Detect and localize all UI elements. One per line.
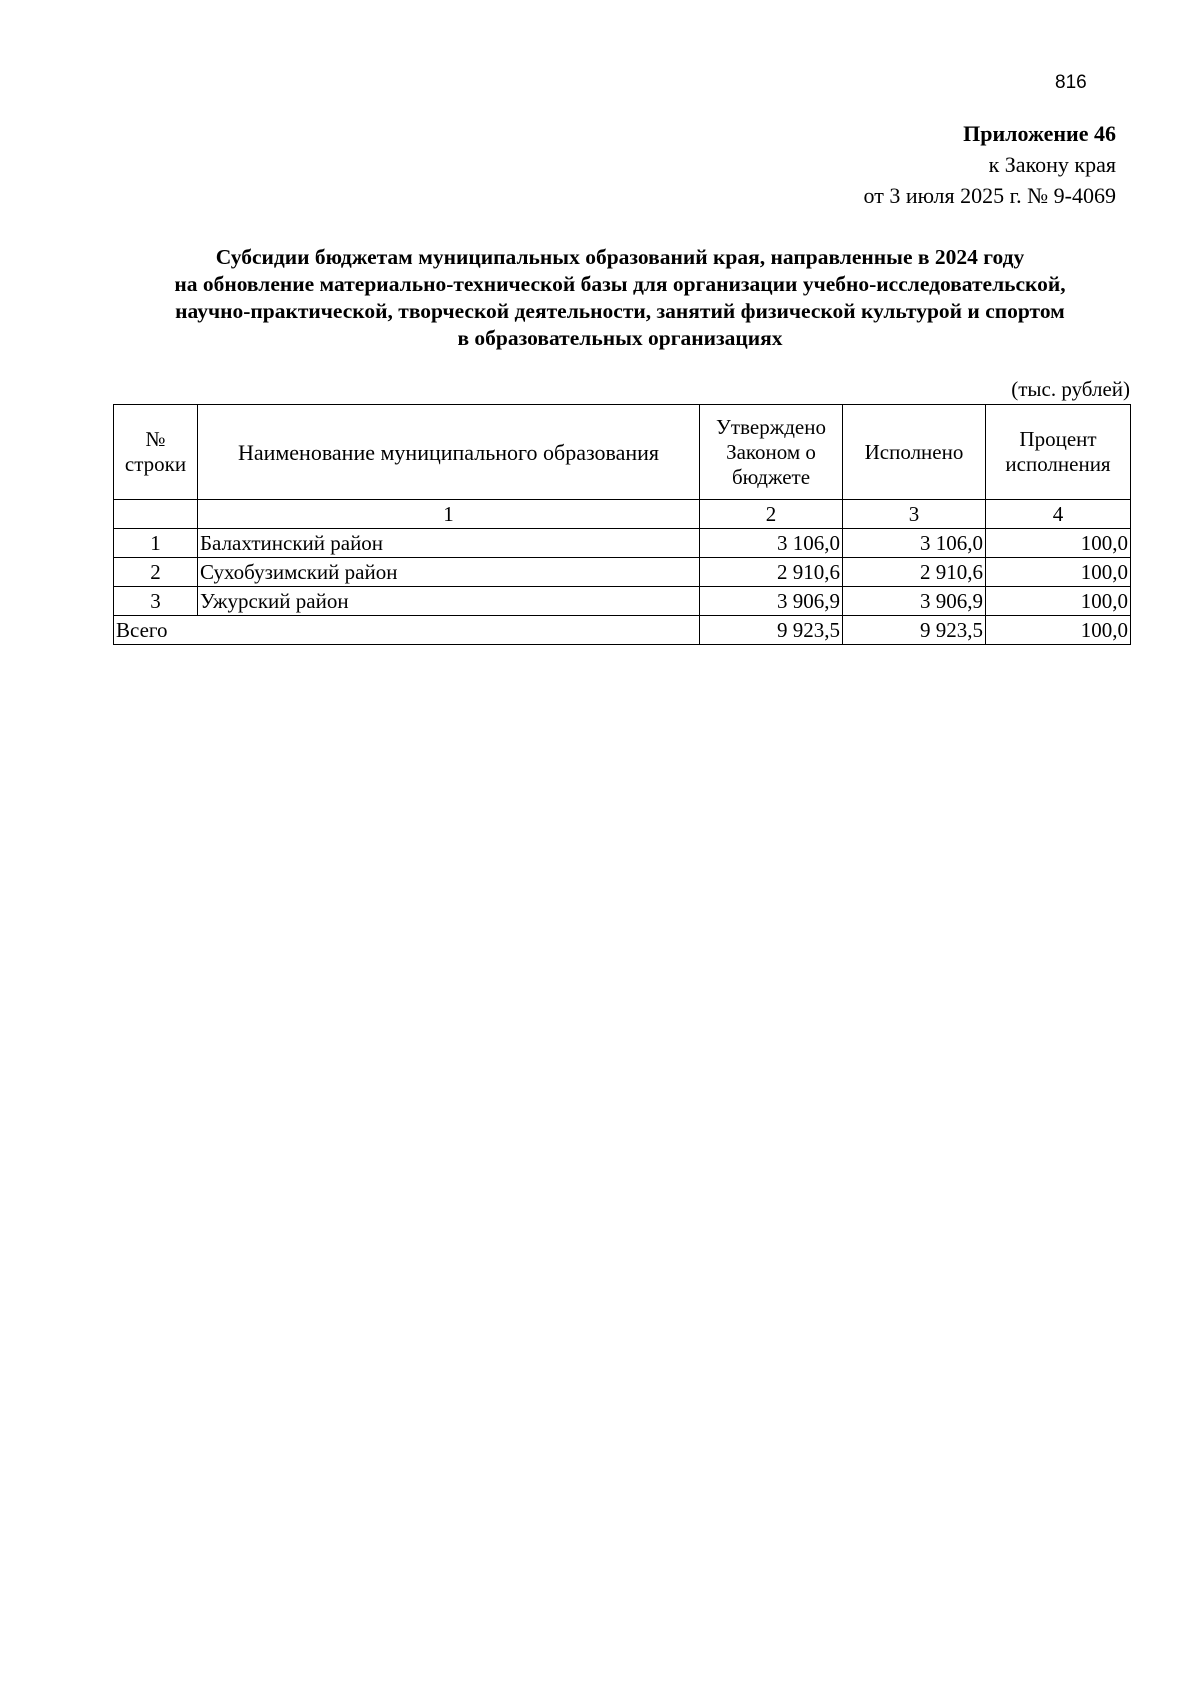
title-line: Субсидии бюджетам муниципальных образований края, направленные в 2024 году (215, 245, 1025, 269)
header-text: бюджете (731, 464, 811, 489)
title-line: на обновление материально-технической базы для организации учебно-исследовательской, (174, 272, 1066, 296)
table-header-row (114, 405, 1131, 500)
row-number: 1 (114, 529, 198, 558)
municipality-name: Балахтинский район (198, 529, 700, 558)
title-line: научно-практической, творческой деятельности, занятий физической культурой и спортом (175, 299, 1065, 323)
column-number: 4 (986, 500, 1131, 529)
units-label: (тыс. рублей) (1011, 377, 1130, 401)
total-percent: 100,0 (986, 616, 1131, 645)
appendix-title: Приложение 46 (963, 121, 1116, 146)
column-number: 2 (700, 500, 843, 529)
header-row-number (114, 405, 198, 500)
execution-percent: 100,0 (986, 558, 1131, 587)
table-row (114, 558, 1131, 587)
header-executed: Исполнено (843, 405, 986, 500)
appendix-date: от 3 июля 2025 г. № 9-4069 (863, 183, 1116, 208)
column-number-empty (114, 500, 198, 529)
title-line: в образовательных организациях (457, 326, 783, 350)
total-label: Всего (114, 616, 700, 645)
table-row (114, 529, 1131, 558)
row-number: 3 (114, 587, 198, 616)
header-text: Процент (1019, 427, 1097, 451)
page-number: 816 (1055, 72, 1087, 93)
municipality-name: Сухобузимский район (198, 558, 700, 587)
total-approved: 9 923,5 (700, 616, 843, 645)
executed-amount: 3 106,0 (843, 529, 986, 558)
total-executed: 9 923,5 (843, 616, 986, 645)
appendix-block (864, 118, 1116, 211)
column-number: 3 (843, 500, 986, 529)
table-row (114, 587, 1131, 616)
appendix-law-ref: к Закону края (988, 152, 1116, 177)
executed-amount: 3 906,9 (843, 587, 986, 616)
executed-amount: 2 910,6 (843, 558, 986, 587)
document-title (100, 244, 1140, 352)
column-number: 1 (198, 500, 700, 529)
header-percent (986, 405, 1131, 500)
municipality-name: Ужурский район (198, 587, 700, 616)
approved-amount: 3 106,0 (700, 529, 843, 558)
total-row (114, 616, 1131, 645)
approved-amount: 3 906,9 (700, 587, 843, 616)
header-text: исполнения (1005, 452, 1111, 476)
header-text: строки (124, 452, 187, 476)
execution-percent: 100,0 (986, 529, 1131, 558)
subsidies-table (113, 404, 1131, 645)
header-text: Утверждено (716, 414, 826, 439)
row-number: 2 (114, 558, 198, 587)
execution-percent: 100,0 (986, 587, 1131, 616)
header-municipality-name: Наименование муниципального образования (198, 405, 700, 500)
header-text: Законом о (726, 439, 816, 464)
approved-amount: 2 910,6 (700, 558, 843, 587)
header-approved (700, 405, 843, 500)
header-text: № (145, 427, 166, 451)
column-number-row (114, 500, 1131, 529)
